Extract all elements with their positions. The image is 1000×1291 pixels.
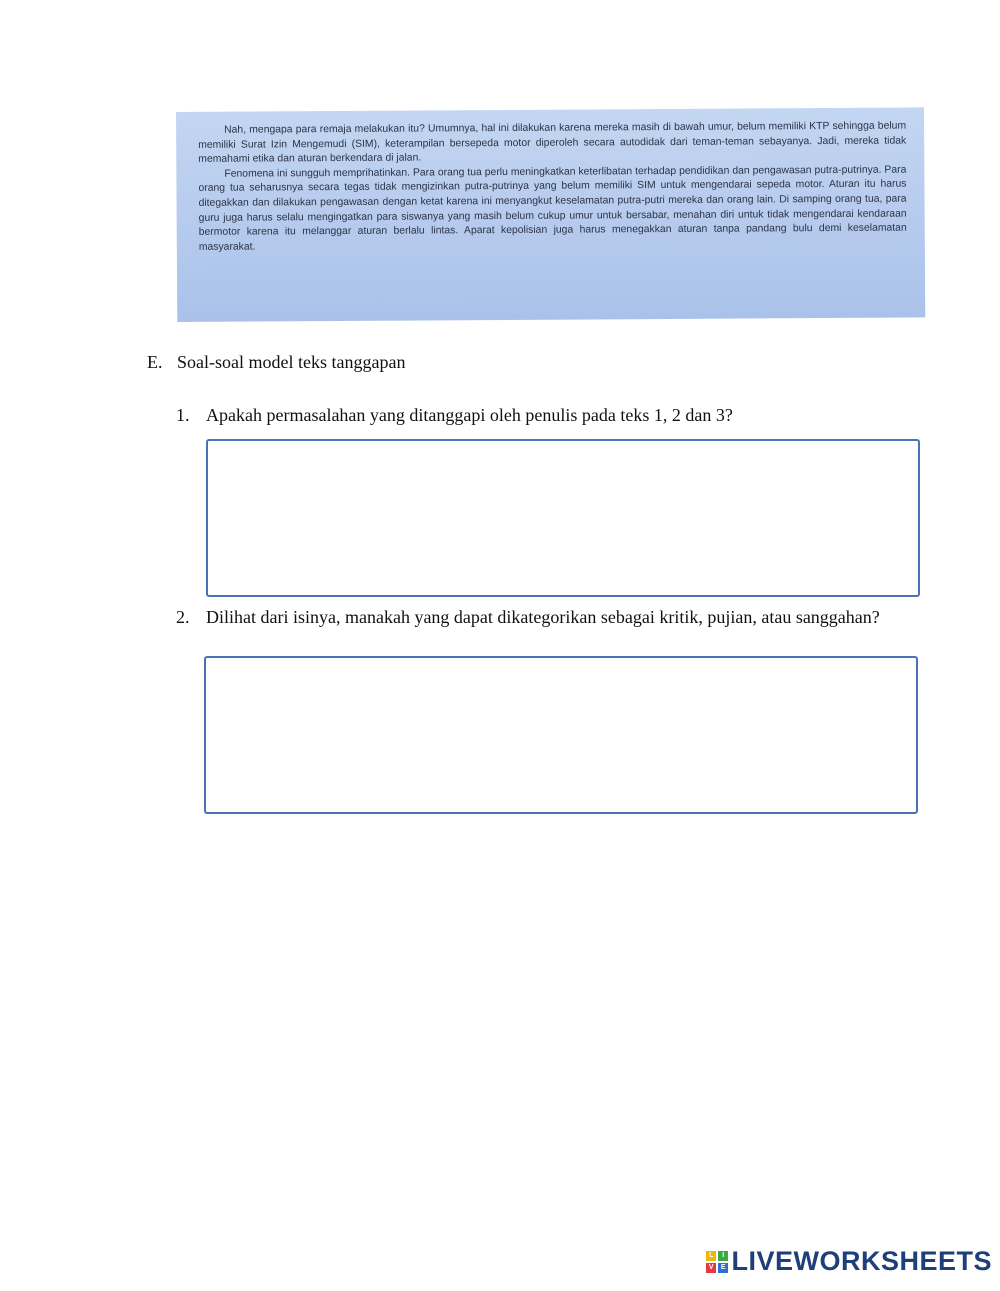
logo-mark-icon	[706, 1251, 728, 1273]
logo-letter-v: V	[706, 1263, 716, 1273]
section-heading	[147, 352, 405, 373]
logo-letter-l: L	[706, 1251, 716, 1261]
reading-passage-image	[176, 107, 925, 322]
question-1-number: 1.	[176, 405, 190, 425]
question-2-number: 2.	[176, 607, 190, 627]
passage-paragraph-1: Nah, mengapa para remaja melakukan itu? Umumnya, hal ini dilakukan karena mereka masih di bawah umur, belum memiliki KTP sehingga belum memiliki Surat Izin Mengemudi (SIM), keterampilan bersepeda motor diperoleh secara autodidak dari teman-teman sebayanya. Jadi, mereka tidak memahami etika dan aturan berkendara di jalan.	[198, 120, 907, 166]
question-1-text: Apakah permasalahan yang ditanggapi oleh penulis pada teks 1, 2 dan 3?	[206, 405, 733, 425]
section-title: Soal-soal model teks tanggapan	[177, 352, 406, 372]
logo-letter-i: I	[718, 1251, 728, 1261]
answer-box-2[interactable]	[204, 656, 918, 814]
question-2-text: Dilihat dari isinya, manakah yang dapat dikategorikan sebagai kritik, pujian, atau sanggahan?	[206, 607, 880, 627]
liveworksheets-logo	[706, 1246, 992, 1277]
logo-text: LIVEWORKSHEETS	[731, 1246, 992, 1276]
logo-letter-e: E	[718, 1263, 728, 1273]
question-2	[176, 607, 880, 628]
answer-box-1[interactable]	[206, 439, 920, 597]
section-letter: E.	[147, 352, 163, 372]
question-1	[176, 405, 733, 426]
passage-paragraph-2: Fenomena ini sungguh memprihatinkan. Para orang tua perlu meningkatkan keterlibatan terhadap pendidikan dan pengawasan putra-putrinya. Para orang tua seharusnya secara tegas tidak mengizinkan putra-putrinya yang belum memiliki SIM untuk mengendarai sepeda motor. Aturan itu harus ditegakkan dan dilakukan pengawasan dengan ketat karena ini menyangkut keselamatan putra-putri mereka dan orang lain. Di samping orang tua, para guru juga harus selalu mengingatkan para siswanya yang masih belum cukup umur untuk bersabar, menahan diri untuk tidak mengendarai kendaraan bermotor karena itu melanggar aturan berlalu lintas. Aparat kepolisian juga harus menegakkan aturan tanpa pandang bulu demi keselamatan masyarakat.	[198, 164, 907, 253]
